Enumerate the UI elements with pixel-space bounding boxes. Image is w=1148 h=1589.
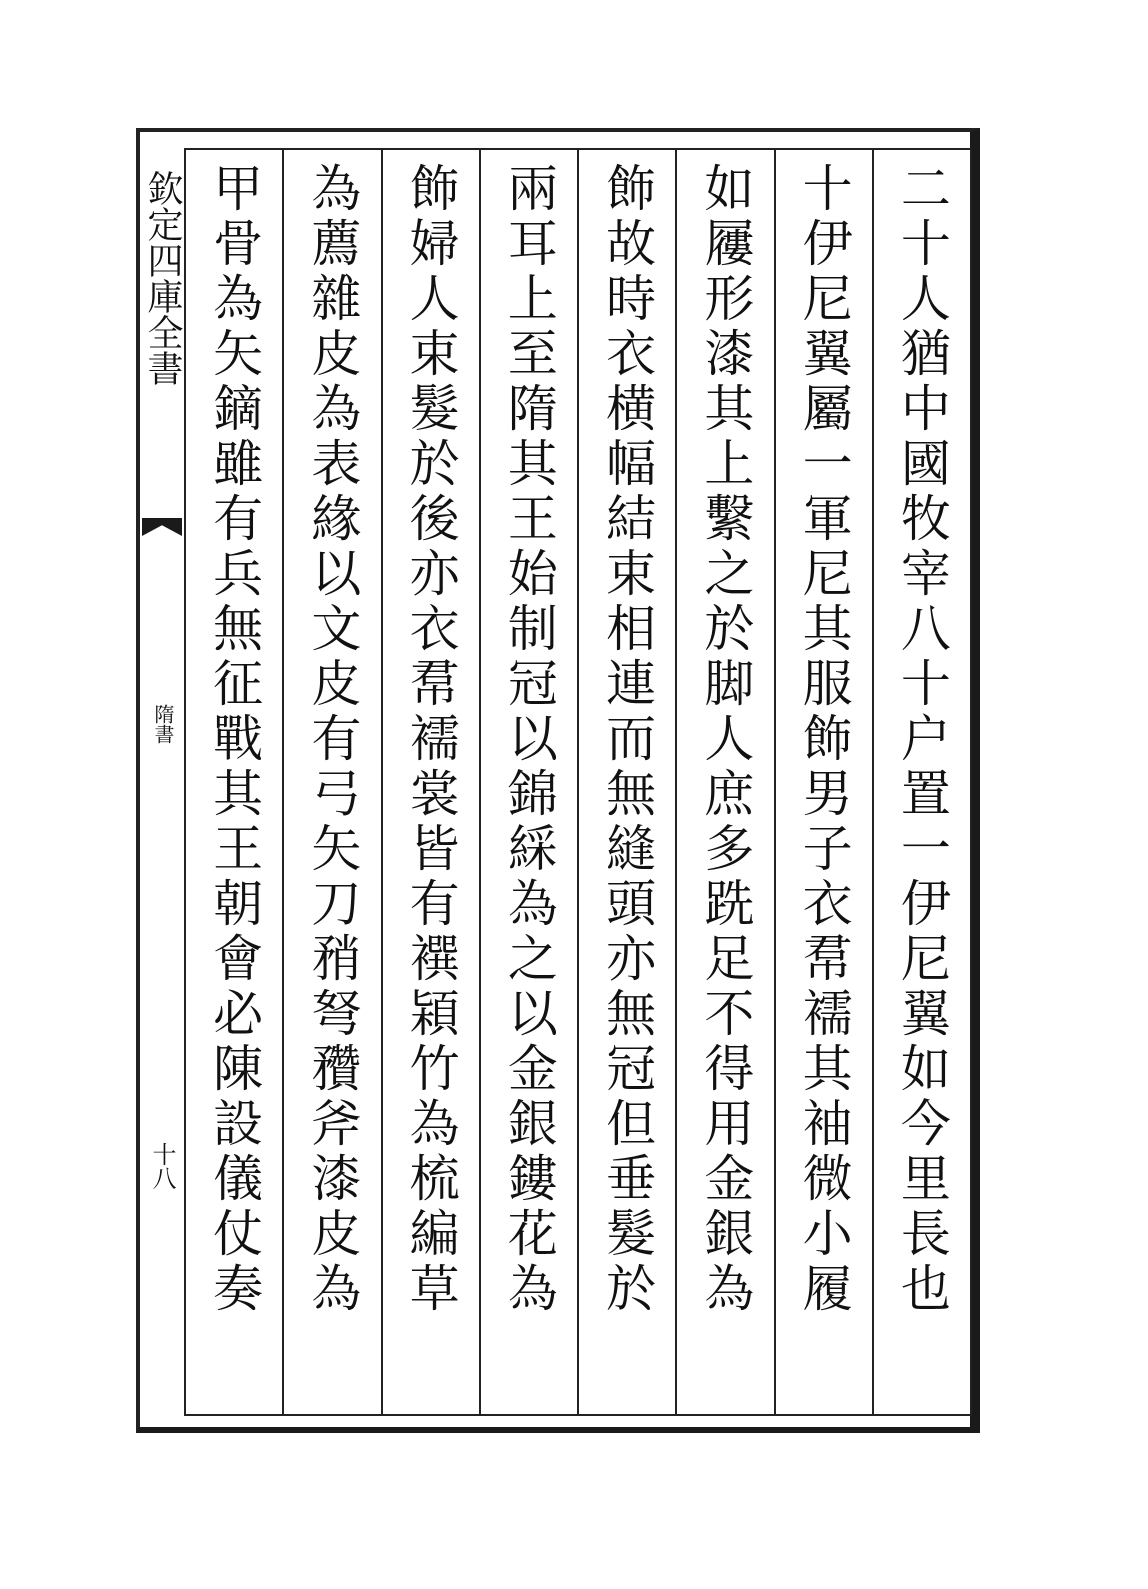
column-text: 兩耳上至隋其王始制冠以錦綵為之以金銀鏤花為 <box>499 162 558 1317</box>
column-text: 飾故時衣横幅結束相連而無縫頭亦無冠但垂髮於 <box>598 162 657 1317</box>
text-column <box>282 150 380 1414</box>
text-column <box>186 150 282 1414</box>
text-frame <box>184 148 972 1416</box>
text-column <box>381 150 479 1414</box>
column-text: 如屨形漆其上繫之於脚人庶多跣足不得用金銀為 <box>696 162 755 1317</box>
fishtail-mark-icon <box>142 518 182 536</box>
column-text: 十伊尼翼屬一軍尼其服飾男子衣帬襦其袖微小履 <box>794 162 853 1317</box>
column-text: 二十人猶中國牧宰八十户置一伊尼翼如今里長也 <box>892 162 951 1317</box>
text-columns <box>186 150 970 1414</box>
text-column <box>675 150 773 1414</box>
text-column <box>577 150 675 1414</box>
column-text: 為薦雜皮為表緣以文皮有弓矢刀矟弩䂎斧漆皮為 <box>303 162 362 1317</box>
leaf-number: 十八 <box>148 1142 176 1190</box>
chapter-title: 隋書 <box>151 704 175 744</box>
page-margin-strip <box>140 132 184 1427</box>
text-column <box>872 150 970 1414</box>
column-text: 飾婦人束髮於後亦衣帬襦裳皆有襈㯋竹為梳編草 <box>401 162 460 1317</box>
book-page <box>136 128 980 1433</box>
text-column <box>774 150 872 1414</box>
text-column <box>479 150 577 1414</box>
column-text: 甲骨為矢鏑雖有兵無征戰其王朝會必陳設儀仗奏 <box>205 162 264 1317</box>
book-title: 欽定四庫全書 <box>142 170 183 386</box>
